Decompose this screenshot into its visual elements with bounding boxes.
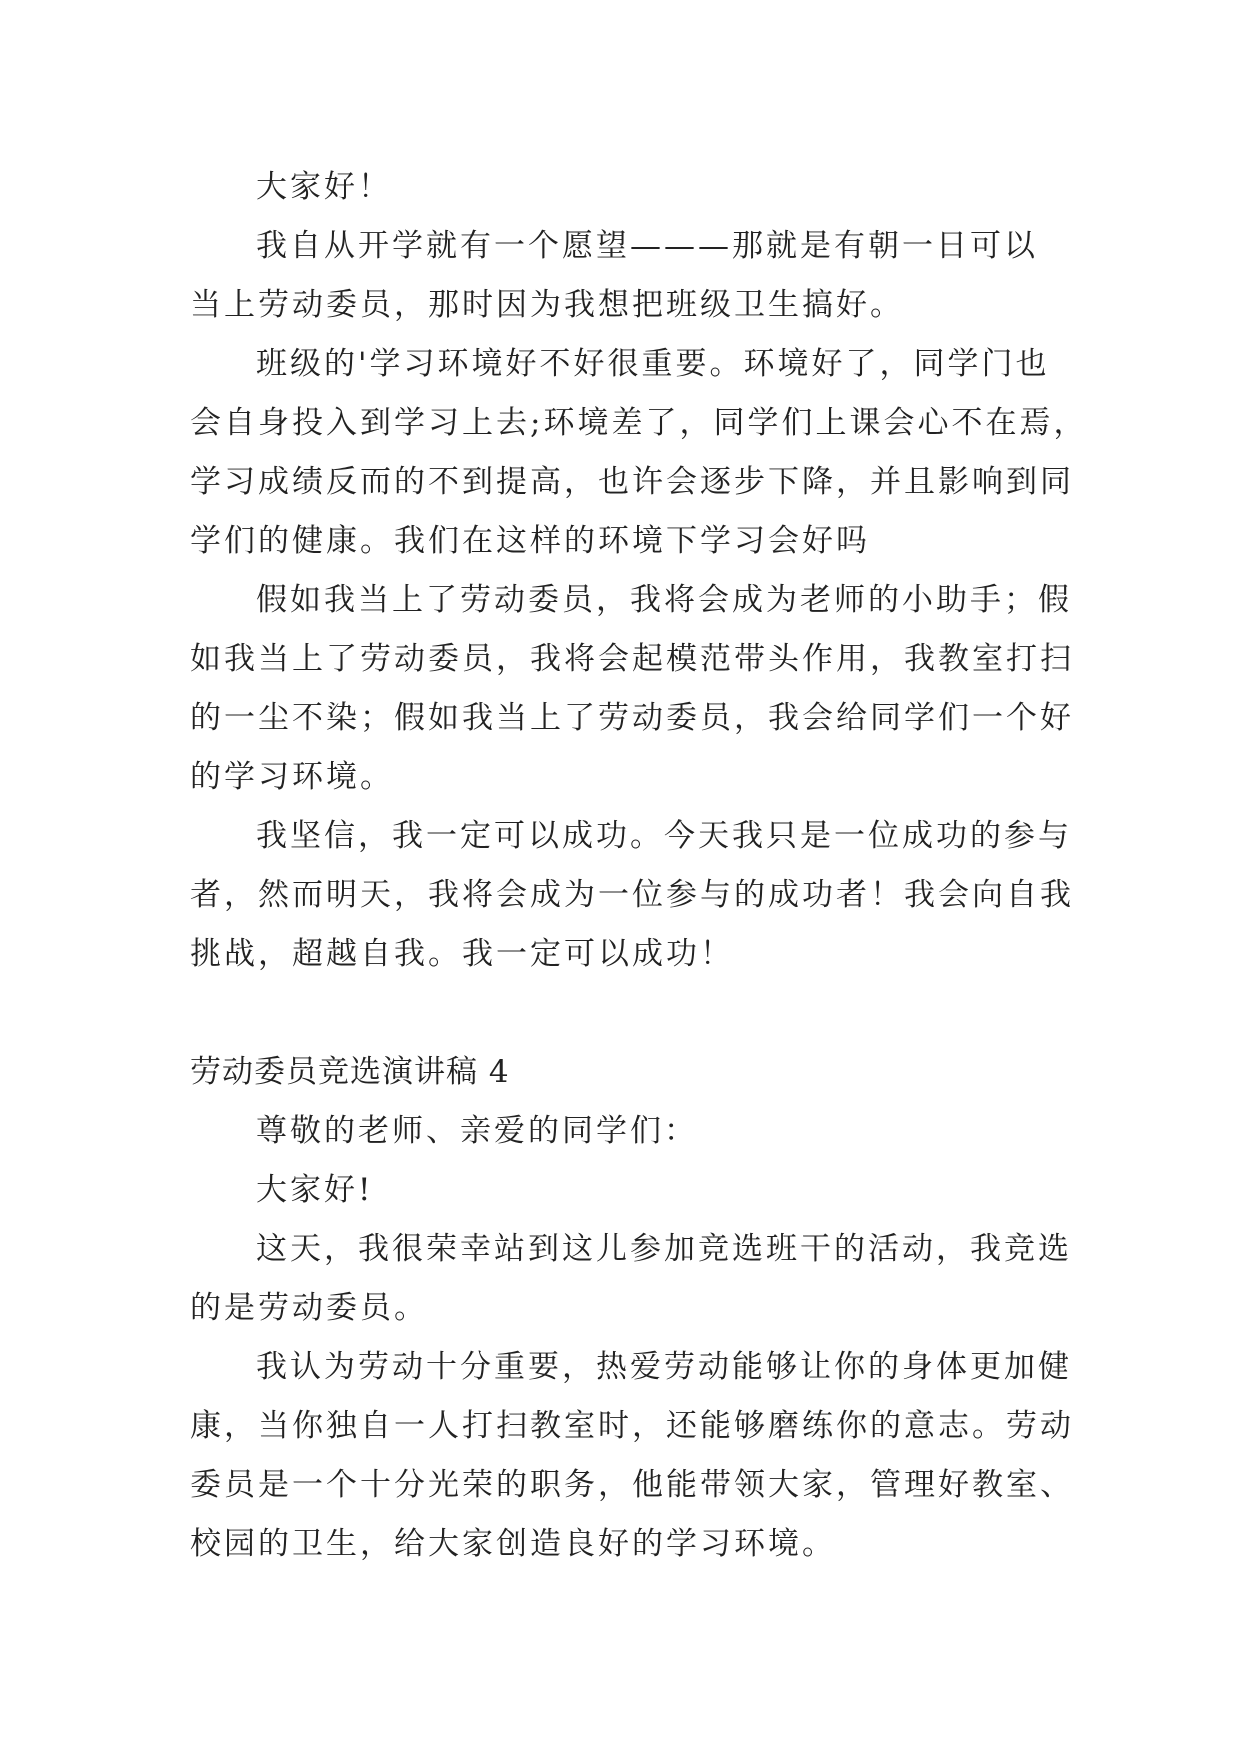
text-line: 假如我当上了劳动委员，我将会成为老师的小助手；假 (256, 582, 1072, 618)
text-line: 委员是一个十分光荣的职务，他能带领大家，管理好教室、 (190, 1467, 1074, 1503)
text-line: 我认为劳动十分重要，热爱劳动能够让你的身体更加健 (256, 1349, 1072, 1385)
text-line: 学习成绩反而的不到提高，也许会逐步下降，并且影响到同 (190, 464, 1074, 500)
text-line: 校园的卫生，给大家创造良好的学习环境。 (190, 1526, 836, 1562)
text-line: 康，当你独自一人打扫教室时，还能够磨练你的意志。劳动 (190, 1408, 1074, 1444)
text-line: 会自身投入到学习上去;环境差了，同学们上课会心不在焉， (190, 405, 1088, 441)
section-heading: 劳动委员竞选演讲稿 4 (190, 1054, 510, 1090)
text-line: 我坚信，我一定可以成功。今天我只是一位成功的参与 (256, 818, 1072, 854)
paragraph-gap (190, 984, 1060, 1043)
text-line: 的学习环境。 (190, 759, 394, 795)
text-line: 挑战，超越自我。我一定可以成功！ (190, 936, 734, 972)
text-line: 大家好！ (256, 169, 392, 205)
text-line: 这天，我很荣幸站到这儿参加竞选班干的活动，我竞选 (256, 1231, 1072, 1267)
text-line: 如我当上了劳动委员，我将会起模范带头作用，我教室打扫 (190, 641, 1074, 677)
text-line: 者，然而明天，我将会成为一位参与的成功者！我会向自我 (190, 877, 1074, 913)
text-line: 班级的'学习环境好不好很重要。环境好了，同学门也 (256, 346, 1050, 382)
text-line: 的一尘不染；假如我当上了劳动委员，我会给同学们一个好 (190, 700, 1074, 736)
text-line: 我自从开学就有一个愿望———那就是有朝一日可以 (256, 228, 1038, 264)
text-line: 尊敬的老师、亲爱的同学们： (256, 1113, 698, 1149)
text-line: 学们的健康。我们在这样的环境下学习会好吗 (190, 523, 870, 559)
text-line: 大家好! (256, 1172, 374, 1208)
text-line: 当上劳动委员，那时因为我想把班级卫生搞好。 (190, 287, 904, 323)
text-line: 的是劳动委员。 (190, 1290, 428, 1326)
document-page (190, 158, 1088, 1574)
